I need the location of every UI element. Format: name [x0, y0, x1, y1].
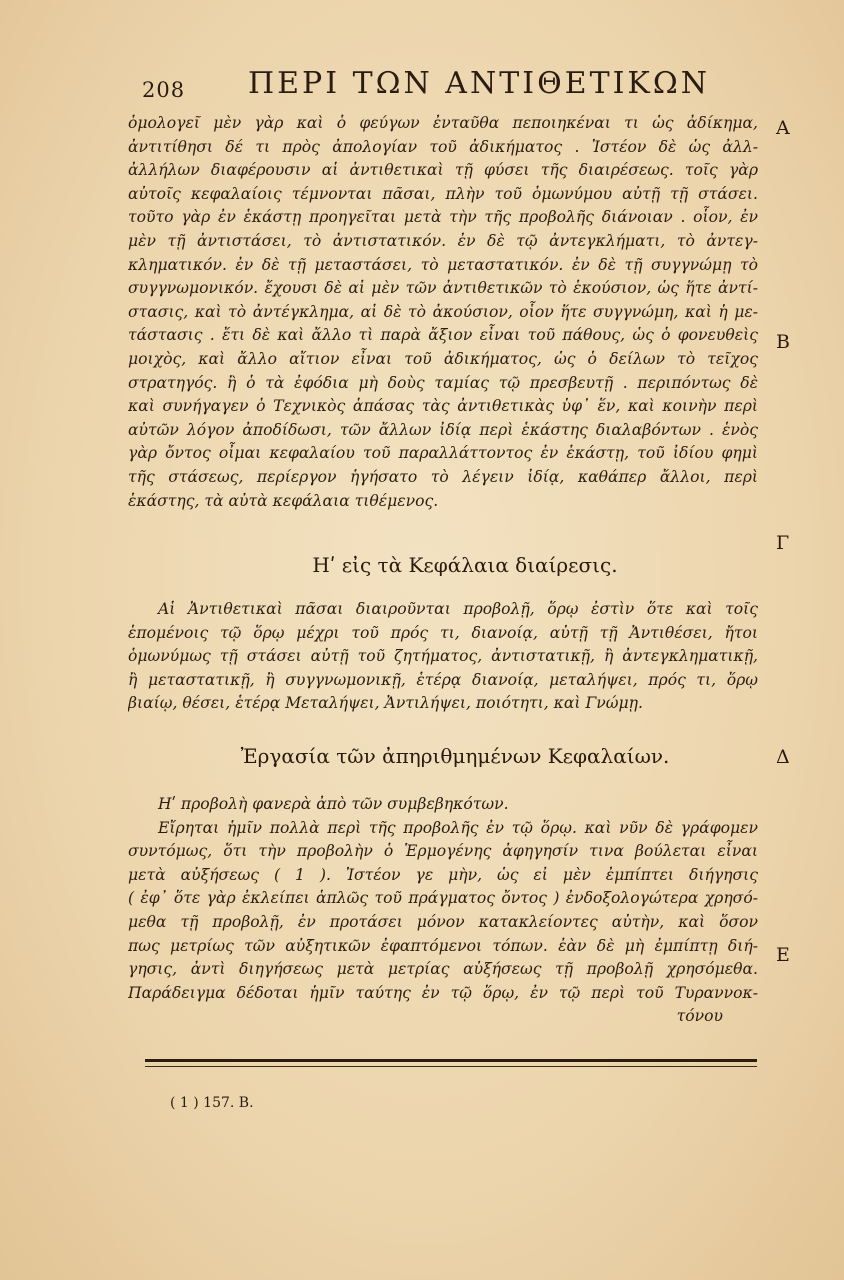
margin-letter-a: Α [776, 117, 790, 139]
page-number: 208 [142, 78, 186, 102]
text-line: συγγνωμονικόν. ἔχουσι δὲ αἱ μὲν τῶν ἀντιθετικῶν τὸ ἑκούσιον, ὡς ἥτε ἀντί- [128, 279, 758, 298]
paragraph-projection [128, 793, 758, 1029]
text-line: πως μετρίως τῶν αὐξητικῶν ἐφαπτόμενοι τόπων. ἐὰν δὲ μὴ ἐμπίπτῃ διή- [128, 936, 758, 955]
text-line: ἢ μεταστατικῇ, ἢ συγγνωμονικῇ, ἑτέρᾳ διανοίᾳ, μεταλήψει, πρός τι, ὅρῳ [128, 670, 758, 689]
text-line: γὰρ ὄντος οἶμαι κεφαλαίου τοῦ παραλλάττοντος ἐν ἑκάστῃ, τοῦ ἰδίου φημὶ [128, 444, 758, 463]
text-line: αὐτοῖς κεφαλαίοις τέμνονται πᾶσαι, πλὴν τοῦ ὁμωνύμου αὐτῇ τῇ στάσει. [128, 184, 758, 203]
catchword: τόνου [676, 1007, 723, 1026]
paragraph-antithetic-intro [128, 112, 758, 513]
text-line: ( ἐφ᾽ ὅτε γὰρ ἐκλείπει ἁπλῶς τοῦ πράγματος ὄντος ) ἐνδοξολογώτερα χρησό- [128, 889, 758, 908]
footnote: ( 1 ) 157. B. [170, 1095, 254, 1111]
text-line: Παράδειγμα δέδοται ἡμῖν ταύτης ἐν τῷ ὅρῳ, ἐν τῷ περὶ τοῦ Τυραννοκ- [128, 983, 758, 1002]
text-line: μοιχὸς, καὶ ἄλλο αἴτιον εἶναι τοῦ ἀδικήματος, ὡς ὁ δείλων τὸ τεῖχος [128, 349, 758, 368]
section-heading-division: Ηʹ εἰς τὰ Κεφάλαια διαίρεσις. [312, 553, 618, 577]
text-line: μετὰ αὐξήσεως ( 1 ). Ἰστέον γε μὴν, ὡς εἰ μὲν ἐμπίπτει διήγησις [128, 865, 758, 884]
text-line: ὁμωνύμως τῇ στάσει αὐτῇ τοῦ ζητήματος, ἀντιστατικῇ, ἢ ἀντεγκληματικῇ, [128, 647, 758, 666]
paragraph-division-list [128, 598, 758, 716]
margin-letter-g: Γ [776, 532, 790, 554]
footnote-rule-thin [145, 1066, 757, 1067]
text-line: συντόμως, ὅτι τὴν προβολὴν ὁ Ἑρμογένης ἀφηγησίν τινα βούλεται εἶναι [128, 842, 758, 861]
text-line: κληματικόν. ἐν δὲ τῇ μεταστάσει, τὸ μεταστατικόν. ἐν δὲ τῇ συγγνώμῃ τὸ [128, 255, 758, 274]
text-line: στασις, καὶ τὸ ἀντέγκλημα, αἱ δὲ τὸ ἀκούσιον, οἷον ἥτε συγγνώμη, καὶ ἡ με- [128, 302, 758, 321]
page-header [142, 66, 710, 106]
text-line: Ηʹ προβολὴ φανερὰ ἀπὸ τῶν συμβεβηκότων. [158, 795, 509, 813]
text-line: βιαίῳ, θέσει, ἑτέρᾳ Μεταλήψει, Ἀντιλήψει, ποιότητι, καὶ Γνώμῃ. [128, 694, 643, 713]
text-line: Αἱ Ἀντιθετικαὶ πᾶσαι διαιροῦνται προβολῇ, ὅρῳ ἐστὶν ὅτε καὶ τοῖς [158, 600, 758, 618]
margin-letter-b: Β [776, 331, 790, 353]
text-line: τοῦτο γὰρ ἐν ἑκάστῃ προηγεῖται μετὰ τὴν τῆς προβολῆς διάνοιαν . οἷον, ἐν [128, 208, 758, 227]
text-line: Εἴρηται ἡμῖν πολλὰ περὶ τῆς προβολῆς ἐν τῷ ὅρῳ. καὶ νῦν δὲ γράφομεν [158, 818, 758, 837]
text-line: αὐτῶν λόγον ἀποδίδωσι, τῶν ἄλλων ἰδίᾳ περὶ ἑκάστης διαλαβόντων . ἑνὸς [128, 420, 758, 439]
text-line: μὲν τῇ ἀντιστάσει, τὸ ἀντιστατικόν. ἐν δὲ τῷ ἀντεγκλήματι, τὸ ἀντεγ- [128, 231, 758, 250]
text-line: καὶ συνήγαγεν ὁ Τεχνικὸς ἁπάσας τὰς ἀντιθετικὰς ὑφ᾽ ἕν, καὶ κοινὴν περὶ [128, 397, 758, 416]
footnote-rule-thick [145, 1059, 757, 1062]
margin-letter-d: Δ [776, 746, 790, 768]
text-line: ὁμολογεῖ μὲν γὰρ καὶ ὁ φεύγων ἐνταῦθα πεποιηκέναι τι ὡς ἀδίκημα, [128, 114, 758, 132]
section-heading-working: Ἐργασία τῶν ἀπηριθμημένων Κεφαλαίων. [240, 744, 670, 768]
text-line: τάστασις . ἔτι δὲ καὶ ἄλλο τὶ παρὰ ἄξιον εἶναι τοῦ πάθους, ὡς ὁ φονευθεὶς [128, 326, 758, 345]
text-line: γησις, ἀντὶ διηγήσεως μετὰ μετρίας αὐξήσεως τῇ προβολῇ χρησόμεθα. [128, 960, 758, 979]
text-line: στρατηγός. ἢ ὁ τὰ ἐφόδια μὴ δοὺς ταμίας τῷ πρεσβευτῇ . περιπόντως δὲ [128, 373, 758, 392]
margin-letter-e: Ε [776, 944, 790, 966]
text-line: ἀντιτίθησι δέ τι πρὸς ἀπολογίαν τοῦ ἀδικήματος . Ἰστέον δὲ ὡς ἀλλ- [128, 137, 758, 156]
text-line: ἀλλήλων διαφέρουσιν αἱ ἀντιθετικαὶ τῇ φύσει τῆς διαιρέσεως. τοῖς γὰρ [128, 161, 758, 180]
text-line: ἑπομένοις τῷ ὅρῳ μέχρι τοῦ πρός τι, διανοίᾳ, αὐτῇ τῇ Ἀντιθέσει, ἤτοι [128, 623, 758, 642]
text-line: τῆς στάσεως, περίεργον ἡγήσατο τὸ λέγειν ἰδίᾳ, καθάπερ ἄλλοι, περὶ [128, 467, 758, 486]
running-head: ΠΕΡΙ ΤΩΝ ΑΝΤΙΘΕΤΙΚΩΝ [248, 66, 710, 101]
text-line: ἑκάστης, τὰ αὐτὰ κεφάλαια τιθέμενος. [128, 491, 439, 510]
text-line: μεθα τῇ προβολῇ, ἐν προτάσει μόνον κατακλείοντες αὐτὴν, καὶ ὅσον [128, 912, 758, 931]
